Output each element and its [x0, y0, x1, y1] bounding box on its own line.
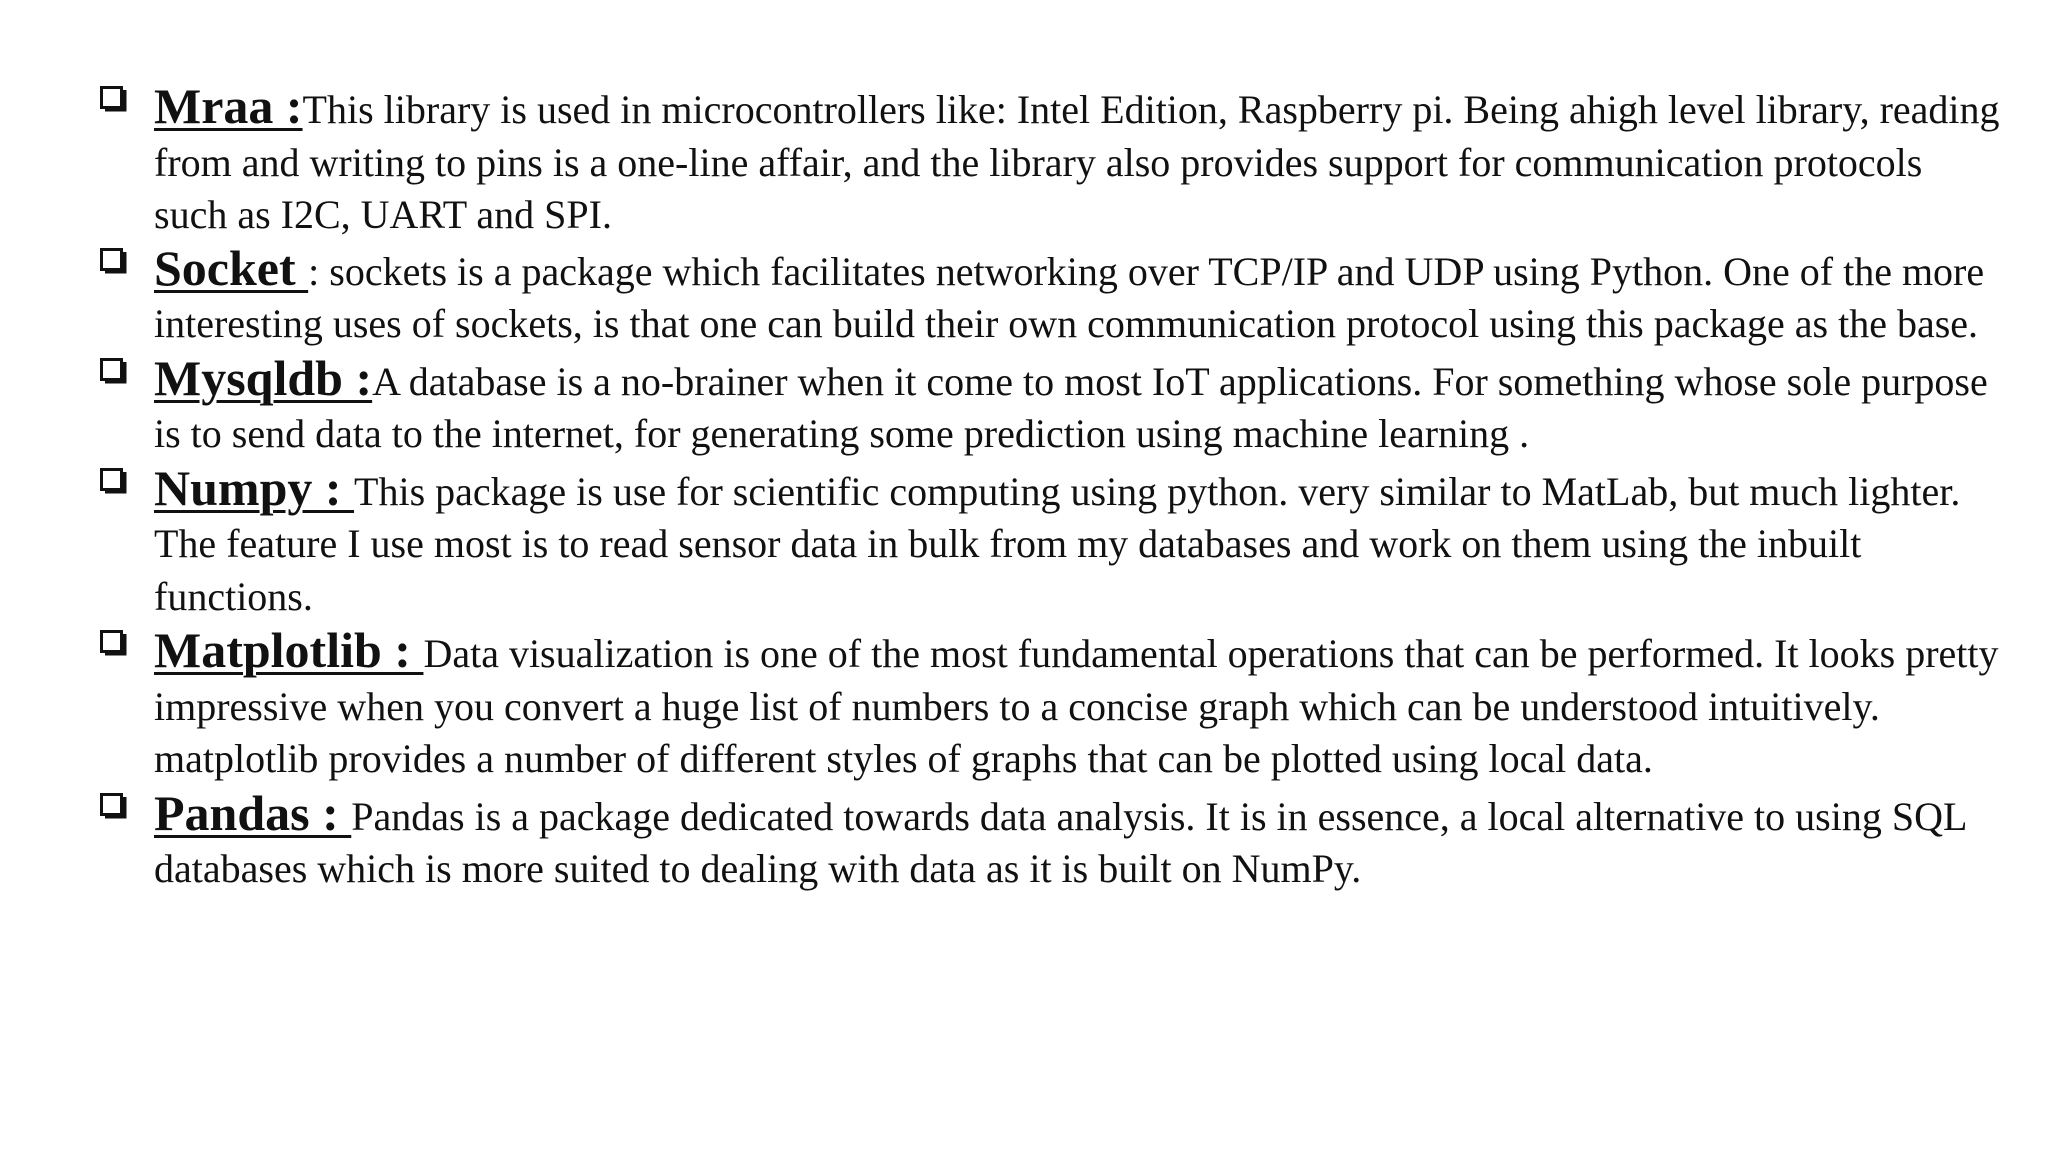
list-item	[100, 80, 2000, 242]
item-description: This package is use for scientific computing using python. very similar to MatLab, but much lighter. The feature I use most is to read sensor data in bulk from my databases and work on them using the inbuilt functions.	[154, 468, 1961, 619]
item-description: : sockets is a package which facilitates networking over TCP/IP and UDP using Python. One of the more interesting uses of sockets, is that one can build their own communication protocol using this package as the base.	[154, 248, 1985, 346]
item-description: Data visualization is one of the most fundamental operations that can be performed. It looks pretty impressive when you convert a huge list of numbers to a concise graph which can be understood intuitively. matplotlib provides a number of different styles of graphs that can be plotted using local data.	[154, 631, 1999, 781]
checkbox-bullet-icon	[100, 630, 128, 658]
item-description: A database is a no-brainer when it come to most IoT applications. For something whose sole purpose is to send data to the internet, for generating some prediction using machine learning .	[154, 358, 1988, 456]
list-item	[100, 349, 2000, 461]
item-description: Pandas is a package dedicated towards data analysis. It is in essence, a local alternative to using SQL databases which is more suited to dealing with data as it is built on NumPy.	[154, 793, 1966, 891]
checkbox-bullet-icon	[100, 468, 128, 496]
item-term: Socket	[154, 239, 309, 296]
list-item	[100, 239, 2000, 351]
checkbox-bullet-icon	[100, 793, 128, 821]
item-description: This library is used in microcontrollers like: Intel Edition, Raspberry pi. Being ahigh level library, reading from and writing to pins is a one-line affair, and the library also provides support for communication protocols such as I2C, UART and SPI.	[154, 87, 2000, 237]
item-term: Mraa :	[154, 78, 303, 134]
list-item	[100, 784, 2000, 896]
checkbox-bullet-icon	[100, 358, 128, 386]
item-term: Pandas :	[154, 784, 352, 841]
list-item	[100, 624, 2000, 786]
item-term: Numpy :	[154, 459, 355, 516]
checkbox-bullet-icon	[100, 86, 128, 114]
item-term: Matplotlib :	[154, 622, 424, 678]
checkbox-bullet-icon	[100, 248, 128, 276]
library-list	[100, 80, 2000, 897]
list-item	[100, 459, 2000, 624]
item-term: Mysqldb :	[154, 349, 373, 406]
